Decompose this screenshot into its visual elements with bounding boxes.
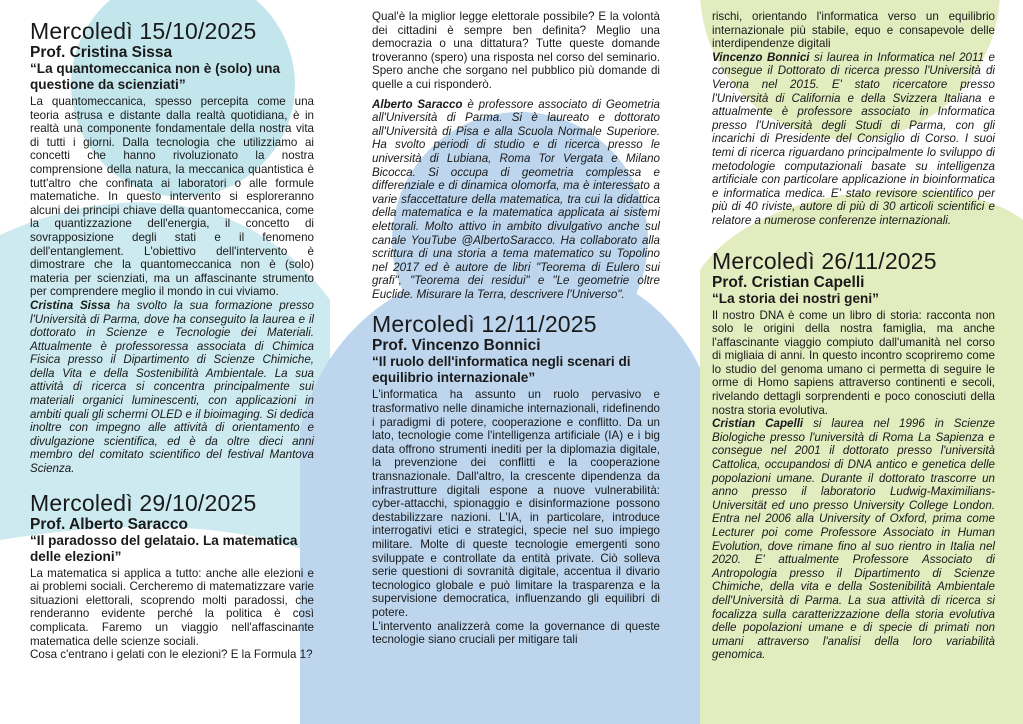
bio-name: Vincenzo Bonnici	[712, 50, 810, 64]
event-date: Mercoledì 26/11/2025	[712, 247, 937, 274]
talk-abstract-continued: rischi, orientando l'informatica verso un equilibrio internazionale più stabile, equo e consapevole delle interdipendenze digitali	[712, 10, 995, 51]
speaker-name: Prof. Cristina Sissa	[30, 44, 173, 61]
talk-abstract: Il nostro DNA è come un libro di storia: racconta non solo le origini della nostra famiglia, ma anche l'affascinante viaggio compiuto dall'umanità nel corso di migliaia di anni. In questo incontro scopriremo come lo studio del genoma umano ci permetta di seguire le orme di Homo sapiens attraverso continenti e secoli, rivelando dettagli sorprendenti e poco conosciuti della nostra storia evolutiva.	[712, 308, 995, 417]
speaker-name: Prof. Vincenzo Bonnici	[372, 337, 541, 355]
speaker-bio	[712, 51, 995, 228]
speaker-name: Prof. Alberto Saracco	[30, 515, 188, 533]
event-date: Mercoledì 29/10/2025	[30, 489, 257, 516]
bio-name: Cristian Capelli	[712, 417, 804, 431]
column-2	[372, 0, 660, 647]
talk-title: “La storia dei nostri geni”	[712, 290, 879, 306]
bio-text: è professore associato di Geometria all'Università di Parma. Si è laureato e dottorato all'Università di Pisa e alla Scuola Normale Superiore. Ha svolto periodi di studio e di ricerca presso le università di Lubiana, Roma Tor Vergata e Milano Bicocca. Si occupa di geometria complessa e differenziale e di dinamica olomorfa, ma è interessato a varie sfaccettature della matematica, tra cui la didattica della matematica e la matematica applicata ai sistemi elettorali. Molto attivo in ambito divulgativo anche sul canale YouTube @AlbertoSaracco. Ha collaborato alla scrittura di una storia a tema matematico su Topolino nel 2017 ed è autore de libri "Teorema di Eulero sui grafi", "Teorema dei residui" e "Le geometrie oltre Euclide. Misurare la Terra, descrivere l'Universo".	[372, 97, 660, 301]
speaker-name: Prof. Cristian Capelli	[712, 273, 865, 291]
speaker-bio	[712, 417, 995, 662]
event-date: Mercoledì 12/11/2025	[372, 311, 597, 338]
bio-text: si laurea in Informatica nel 2011 e consegue il Dottorato di ricerca presso l'Università di Verona nel 2015. E' stato ricercatore presso l'Università di California e della Svizzera Italiana e attualmente è professore associato in Informatica presso l'Università degli Studi di Parma, con gli incarichi di Presidente del Consiglio di Corso. I suoi temi di ricerca riguardano principalmente lo sviluppo di metodologie computazionali basate su intelligenza artificiale con particolare applicazione in bioinformatica e informatica medica. E' stato revisore scientifico per più di 40 riviste, autore di più di 30 articoli scientifici e relatore a numerose conferenze internazionali.	[712, 50, 995, 227]
column-3	[712, 0, 995, 662]
talk-title: “Il ruolo dell'informatica negli scenari di equilibrio internazionale”	[372, 354, 631, 386]
bio-text: si laurea nel 1996 in Scienze Biologiche presso l'università di Roma La Sapienza e consegue nel 2001 il dottorato presso l'università Cattolica, occupandosi di DNA antico e genetica delle popolazioni umane. Durante il dottorato trascorre un anno presso il laboratorio Ludwig-Maximilians-Universität ed uno presso University College London. Entra nel 2006 alla University of Oxford, prima come Lecturer poi come Professore Associato in Human Evolution, dove rimane fino al suo rientro in Italia nel 2020. E' attualmente Professore Associato di Antropologia presso il Dipartimento di Scienze Chimiche, della vita e della Sostenibilità Ambientale dell'Università di Parma. La sua attività di ricerca si focalizza sulla caratterizzazione della storia evolutiva delle popolazioni umane e di specie di primati non umani attraverso l'analisi della loro variabilità genomica.	[712, 417, 995, 662]
speaker-bio	[30, 299, 314, 476]
bio-name: Cristina Sissa	[30, 298, 111, 312]
talk-title: “Il paradosso del gelataio. La matematica delle elezioni”	[30, 532, 298, 564]
talk-abstract: La matematica si applica a tutto: anche alle elezioni e ai problemi sociali. Cercheremo di matematizzare varie situazioni elettorali, scoprendo molti paradossi, che renderanno evidente perché la politica è così complicata. Faremo un viaggio nell'affascinante matematica delle scienze sociali.	[30, 566, 314, 648]
speaker-bio	[372, 98, 660, 302]
talk-title: “La quantomeccanica non è (solo) una questione da scienziati”	[30, 61, 281, 92]
talk-abstract: L'informatica ha assunto un ruolo pervasivo e trasformativo nelle dinamiche internazionali, ridefinendo i paradigmi di potere, cooperazione e conflitto. Da un lato, tecnologie come l'intelligenza artificiale (IA) e i big data offrono strumenti inediti per la diplomazia digitale, la prevenzione dei conflitti e la cooperazione transnazionale. Dall'altro, la crescente dipendenza da infrastrutture digitali espone a nuove vulnerabilità: cyber-attacchi, spionaggio e disinformazione possono destabilizzare nazioni. L'IA, in particolare, introduce interrogativi etici e strategici, specie nel suo impiego militare. Molte di queste tecnologie emergenti sono sviluppate e controllate da entità private. Ciò solleva serie questioni di sovranità digitale, accentua il divario tecnologico globale e può limitare la trasparenza e la supervisione democratica, influenzando gli equilibri di potere.	[372, 388, 660, 619]
talk-abstract-question: Cosa c'entrano i gelati con le elezioni? E la Formula 1?	[30, 648, 313, 662]
bio-name: Alberto Saracco	[372, 97, 463, 111]
talk-abstract: La quantomeccanica, spesso percepita come una teoria astrusa e distante dalla realtà quotidiana, è in realtà una componente fondamentale della nostra vita di tutti i giorni. Dalla tecnologia che utilizziamo ai concetti che hanno rivoluzionato la nostra comprensione della natura, la meccanica quantistica è tutt'altro che confinata ai laboratori o alle formule matematiche. In questo intervento si esploreranno alcuni dei principi chiave della quantomeccanica, come la quantizzazione dell'energia, il concetto di sovrapposizione degli stati e il fenomeno dell'entanglement. L'obiettivo dell'intervento è dimostrare che la quantomeccanica non è (solo) materia per scienziati, ma un affascinante strumento per comprendere meglio il mondo in cui viviamo.	[30, 95, 314, 299]
bio-text: ha svolto la sua formazione presso l'Università di Parma, dove ha conseguito la laurea e il dottorato in Scienze e Tecnologie dei Materiali. Attualmente è professoressa associata di Chimica Fisica presso il Dipartimento di Scienze Chimiche, della Vita e della Sostenibilità Ambientale. La sua attività di ricerca si concentra principalmente sui materiali organici luminescenti, con applicazioni in ambiti quali gli schermi OLED e il bioimaging. Si dedica inoltre con impegno alle attività di orientamento e divulgazione scientifica, ed è da oltre dieci anni membro del comitato scientifico del festival Mantova Scienza.	[30, 298, 314, 476]
talk-abstract-end: L'intervento analizzerà come la governance di queste tecnologie siano cruciali per mitigare tali	[372, 619, 660, 647]
talk-abstract-continued: Qual'è la miglior legge elettorale possibile? E la volontà dei cittadini è sempre ben definita? Meglio una democrazia o una dittatura? Tutte queste domande troveranno (spero) una risposta nel corso del seminario. Spero anche che sorgano nel pubblico più domande di quelle a cui risponderò.	[372, 10, 660, 91]
event-date: Mercoledì 15/10/2025	[30, 18, 257, 44]
column-1	[30, 0, 314, 662]
